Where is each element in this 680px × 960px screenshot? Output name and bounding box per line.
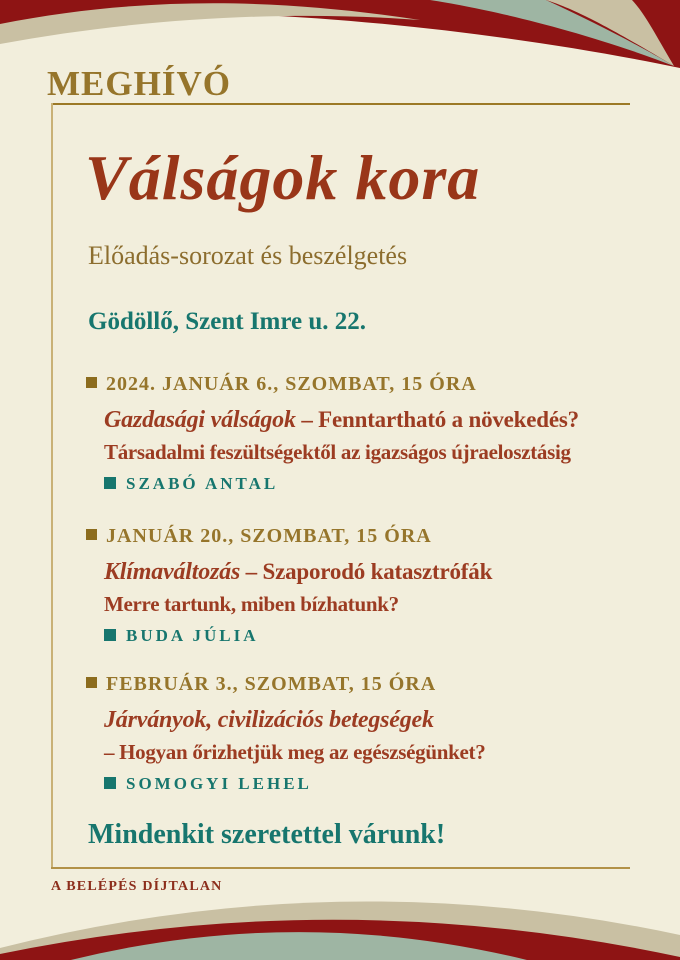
invitation-heading: MEGHÍVÓ <box>47 64 231 103</box>
event-item <box>86 524 644 646</box>
event-title-rest: – Szaporodó katasztrófák <box>245 559 493 584</box>
speaker-line <box>104 474 644 494</box>
event-title <box>104 705 644 735</box>
speaker-line <box>104 626 644 646</box>
frame-rule-left <box>51 103 53 869</box>
event-title-rest: – Fenntartható a növekedés? <box>301 407 579 432</box>
frame-rule-bottom <box>51 867 630 869</box>
event-date <box>86 524 644 548</box>
event-title-italic: Járványok, civilizációs betegségek <box>104 707 434 733</box>
speaker-name: SOMOGYI LEHEL <box>126 774 312 793</box>
venue-address: Gödöllő, Szent Imre u. 22. <box>88 308 367 335</box>
event-title-italic: Gazdasági válságok <box>104 407 296 433</box>
speaker-name: BUDA JÚLIA <box>126 626 259 645</box>
speaker-bullet-icon <box>104 477 116 489</box>
subtitle: Előadás-sorozat és beszélgetés <box>88 241 408 270</box>
square-bullet-icon <box>86 529 97 540</box>
event-date-text: FEBRUÁR 3., SZOMBAT, 15 ÓRA <box>106 673 437 695</box>
event-item <box>86 672 644 794</box>
event-description: Merre tartunk, miben bízhatunk? <box>104 592 399 616</box>
speaker-bullet-icon <box>104 629 116 641</box>
speaker-bullet-icon <box>104 777 116 789</box>
event-title <box>104 557 644 587</box>
event-description: Társadalmi feszültségektől az igazságos újraelosztásig <box>104 440 571 464</box>
event-date-text: JANUÁR 20., SZOMBAT, 15 ÓRA <box>106 525 432 547</box>
event-date-text: 2024. JANUÁR 6., SZOMBAT, 15 ÓRA <box>106 373 477 395</box>
event-description: – Hogyan őrizhetjük meg az egészségünket? <box>104 740 486 764</box>
event-title-italic: Klímaváltozás <box>104 559 241 585</box>
event-date <box>86 372 644 396</box>
main-title: Válságok kora <box>85 142 481 213</box>
square-bullet-icon <box>86 377 97 388</box>
speaker-line <box>104 774 644 794</box>
event-title <box>104 405 644 435</box>
speaker-name: SZABÓ ANTAL <box>126 474 279 493</box>
event-date <box>86 672 644 696</box>
event-item <box>86 372 644 494</box>
square-bullet-icon <box>86 677 97 688</box>
admission-note: A BELÉPÉS DÍJTALAN <box>51 879 223 894</box>
closing-message: Mindenkit szeretettel várunk! <box>88 819 446 850</box>
